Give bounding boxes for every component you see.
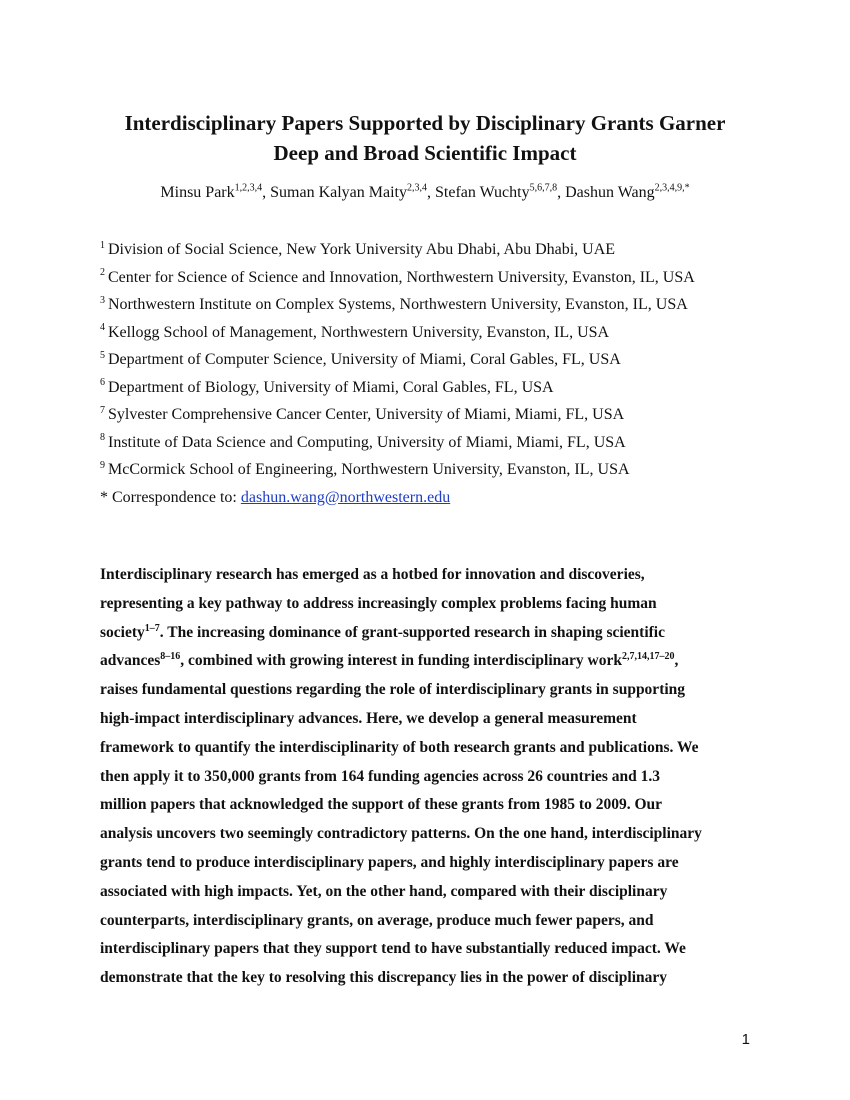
author-affiliation-marks: 2,3,4 (407, 182, 427, 194)
affiliation-item (100, 346, 800, 374)
affiliation-item (100, 319, 800, 347)
abstract-line (100, 849, 750, 878)
abstract-line (100, 590, 750, 619)
abstract-text: analysis uncovers two seemingly contradictory patterns. On the one hand, interdisciplinary (100, 825, 702, 843)
affiliation-number: 7 (100, 404, 105, 416)
author-affiliation-marks: 1,2,3,4 (234, 182, 263, 194)
abstract-line (100, 878, 750, 907)
affiliation-number: 2 (100, 267, 105, 279)
affiliation-item (100, 291, 800, 319)
affiliation-list (100, 236, 800, 511)
abstract-text: interdisciplinary papers that they support tend to have substantially reduced impact. We (100, 940, 686, 958)
abstract-text: raises fundamental questions regarding the role of interdisciplinary grants in supporting (100, 681, 686, 699)
abstract-text: Interdisciplinary research has emerged as a hotbed for innovation and discoveries, (100, 566, 645, 583)
abstract-line (100, 820, 750, 849)
affiliation-item (100, 374, 800, 402)
abstract-text: , (674, 652, 679, 670)
affiliation-item (100, 236, 800, 264)
author-separator: , (427, 184, 435, 201)
abstract-text: high-impact interdisciplinary advances. Here, we develop a general measurement (100, 709, 637, 727)
abstract-text: grants tend to produce interdisciplinary papers, and highly interdisciplinary papers are (100, 853, 679, 871)
affiliation-item (100, 456, 800, 484)
affiliation-text: Division of Social Science, New York University Abu Dhabi, Abu Dhabi, UAE (108, 241, 616, 258)
abstract-text: then apply it to 350,000 grants from 164 funding agencies across 26 countries and 1.3 (100, 767, 661, 785)
author-name: Stefan Wuchty (435, 184, 530, 201)
affiliation-item (100, 429, 800, 457)
abstract-text: demonstrate that the key to resolving this discrepancy lies in the power of disciplinary (100, 969, 668, 987)
abstract-text: . The increasing dominance of grant-supported research in shaping scientific (159, 623, 665, 641)
abstract-text: society (100, 623, 145, 641)
affiliation-number: 1 (100, 239, 105, 251)
abstract-line (100, 734, 750, 763)
affiliation-number: 9 (100, 459, 105, 471)
abstract-text: million papers that acknowledged the support of these grants from 1985 to 2009. Our (100, 796, 663, 814)
affiliation-text: McCormick School of Engineering, Northwestern University, Evanston, IL, USA (108, 461, 630, 478)
abstract-text: counterparts, interdisciplinary grants, on average, produce much fewer papers, and (100, 911, 654, 929)
affiliation-item (100, 401, 800, 429)
paper-title (60, 108, 790, 168)
author-separator: , (262, 184, 271, 201)
abstract-line (100, 763, 750, 792)
abstract-line (100, 705, 750, 734)
author-list (60, 182, 790, 204)
abstract-text: advances (100, 652, 161, 670)
paper-title-line-2: Deep and Broad Scientific Impact (273, 141, 577, 165)
citation-superscript: 8–16 (160, 651, 181, 663)
abstract-line (100, 791, 750, 820)
correspondence-email-link[interactable]: dashun.wang@northwestern.edu (240, 488, 451, 506)
affiliation-text: Institute of Data Science and Computing, University of Miami, Miami, FL, USA (108, 433, 626, 451)
author-separator: , (557, 184, 566, 201)
affiliation-number: 5 (100, 349, 105, 361)
citation-superscript: 2,7,14,17–20 (621, 651, 675, 663)
abstract-text: framework to quantify the interdisciplinarity of both research grants and publications. We (100, 738, 699, 756)
affiliation-number: 4 (100, 322, 105, 334)
correspondence-label: * Correspondence to: (100, 488, 241, 506)
author-name: Suman Kalyan Maity (270, 184, 407, 201)
affiliation-text: Kellogg School of Management, Northwestern University, Evanston, IL, USA (108, 323, 610, 341)
abstract-text: representing a key pathway to address increasingly complex problems facing human (100, 594, 657, 612)
abstract-line (100, 935, 750, 964)
correspondence-line (100, 484, 800, 512)
abstract-line (100, 907, 750, 936)
abstract-line (100, 676, 750, 705)
abstract-text: associated with high impacts. Yet, on the other hand, compared with their disciplinary (100, 882, 668, 900)
affiliation-text: Department of Computer Science, University of Miami, Coral Gables, FL, USA (108, 351, 621, 368)
citation-superscript: 1–7 (144, 622, 160, 634)
author-name: Minsu Park (160, 184, 235, 201)
page-number: 1 (741, 1031, 750, 1048)
affiliation-number: 3 (100, 294, 105, 306)
affiliation-text: Center for Science of Science and Innovation, Northwestern University, Evanston, IL, USA (108, 268, 695, 286)
abstract-text: , combined with growing interest in funding interdisciplinary work (180, 652, 622, 670)
affiliation-text: Northwestern Institute on Complex Systems, Northwestern University, Evanston, IL, USA (108, 296, 688, 313)
abstract-line (100, 561, 750, 590)
affiliation-number: 6 (100, 377, 105, 389)
abstract (100, 561, 750, 993)
affiliation-text: Sylvester Comprehensive Cancer Center, University of Miami, Miami, FL, USA (108, 406, 625, 423)
abstract-line (100, 964, 750, 993)
paper-title-line-1: Interdisciplinary Papers Supported by Disciplinary Grants Garner (124, 111, 726, 135)
abstract-line (100, 647, 750, 676)
affiliation-text: Department of Biology, University of Miami, Coral Gables, FL, USA (108, 378, 554, 396)
affiliation-item (100, 264, 800, 292)
author-affiliation-marks: 2,3,4,9,* (654, 182, 690, 194)
affiliation-number: 8 (100, 432, 105, 444)
abstract-line (100, 619, 750, 648)
author-affiliation-marks: 5,6,7,8 (529, 182, 558, 194)
author-name: Dashun Wang (565, 184, 655, 201)
